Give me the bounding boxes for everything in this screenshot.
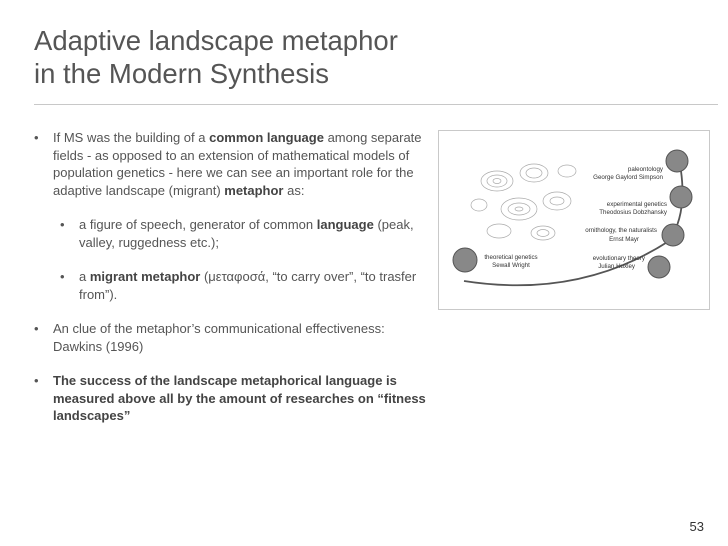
landscape-figure-graphic — [439, 131, 709, 309]
bullet-list — [34, 129, 434, 425]
label-simpson: George Gaylord Simpson — [593, 174, 663, 181]
label-ornithology: ornithology, the naturalists — [585, 227, 657, 234]
label-mayr: Ernst Mayr — [609, 236, 639, 243]
label-huxley: Julian Huxley — [598, 263, 635, 270]
bullet-dot: • — [60, 217, 65, 232]
slide-title-line-2: in the Modern Synthesis — [34, 58, 330, 89]
slide-title — [34, 24, 398, 90]
label-dobzhansky: Theodosius Dobzhansky — [599, 209, 667, 216]
label-experimental-genetics: experimental genetics — [606, 201, 667, 208]
label-paleontology: paleontology — [627, 166, 663, 173]
sub-bullet-figure-of-speech: • a figure of speech, generator of common language (peak, valley, ruggedness etc.); — [60, 217, 414, 250]
bullet-common-language: • If MS was the building of a common language among separate fields - as opposed to an extension of mathematical models of population genetics - here we can see an important role for the adaptive landscape (migrant) metaphor as: — [34, 130, 422, 198]
bullet-dot: • — [34, 130, 39, 145]
bullet-success: • The success of the landscape metaphorical language is measured above all by the amount of researches on “fitness landscapes” — [34, 373, 426, 423]
landscape-figure — [438, 130, 710, 310]
bullet-dot: • — [34, 321, 39, 336]
label-wright: Sewall Wright — [492, 262, 530, 269]
sub-bullet-migrant-metaphor: • a migrant metaphor (μεταφοσά, “to carry over”, “to trasfer from”). — [60, 269, 417, 302]
slide-title-line-1: Adaptive landscape metaphor — [34, 25, 398, 56]
label-theoretical-genetics: theoretical genetics — [484, 254, 538, 261]
bullet-dot: • — [34, 373, 39, 388]
page-number: 53 — [689, 519, 704, 534]
adaptive-landscape-contours — [471, 164, 576, 240]
title-divider — [34, 104, 718, 105]
bullet-dot: • — [60, 269, 65, 284]
bullet-dawkins: • An clue of the metaphor’s communicational effectiveness: Dawkins (1996) — [34, 321, 385, 354]
label-evolutionary-theory: evolutionary theory — [592, 255, 645, 262]
